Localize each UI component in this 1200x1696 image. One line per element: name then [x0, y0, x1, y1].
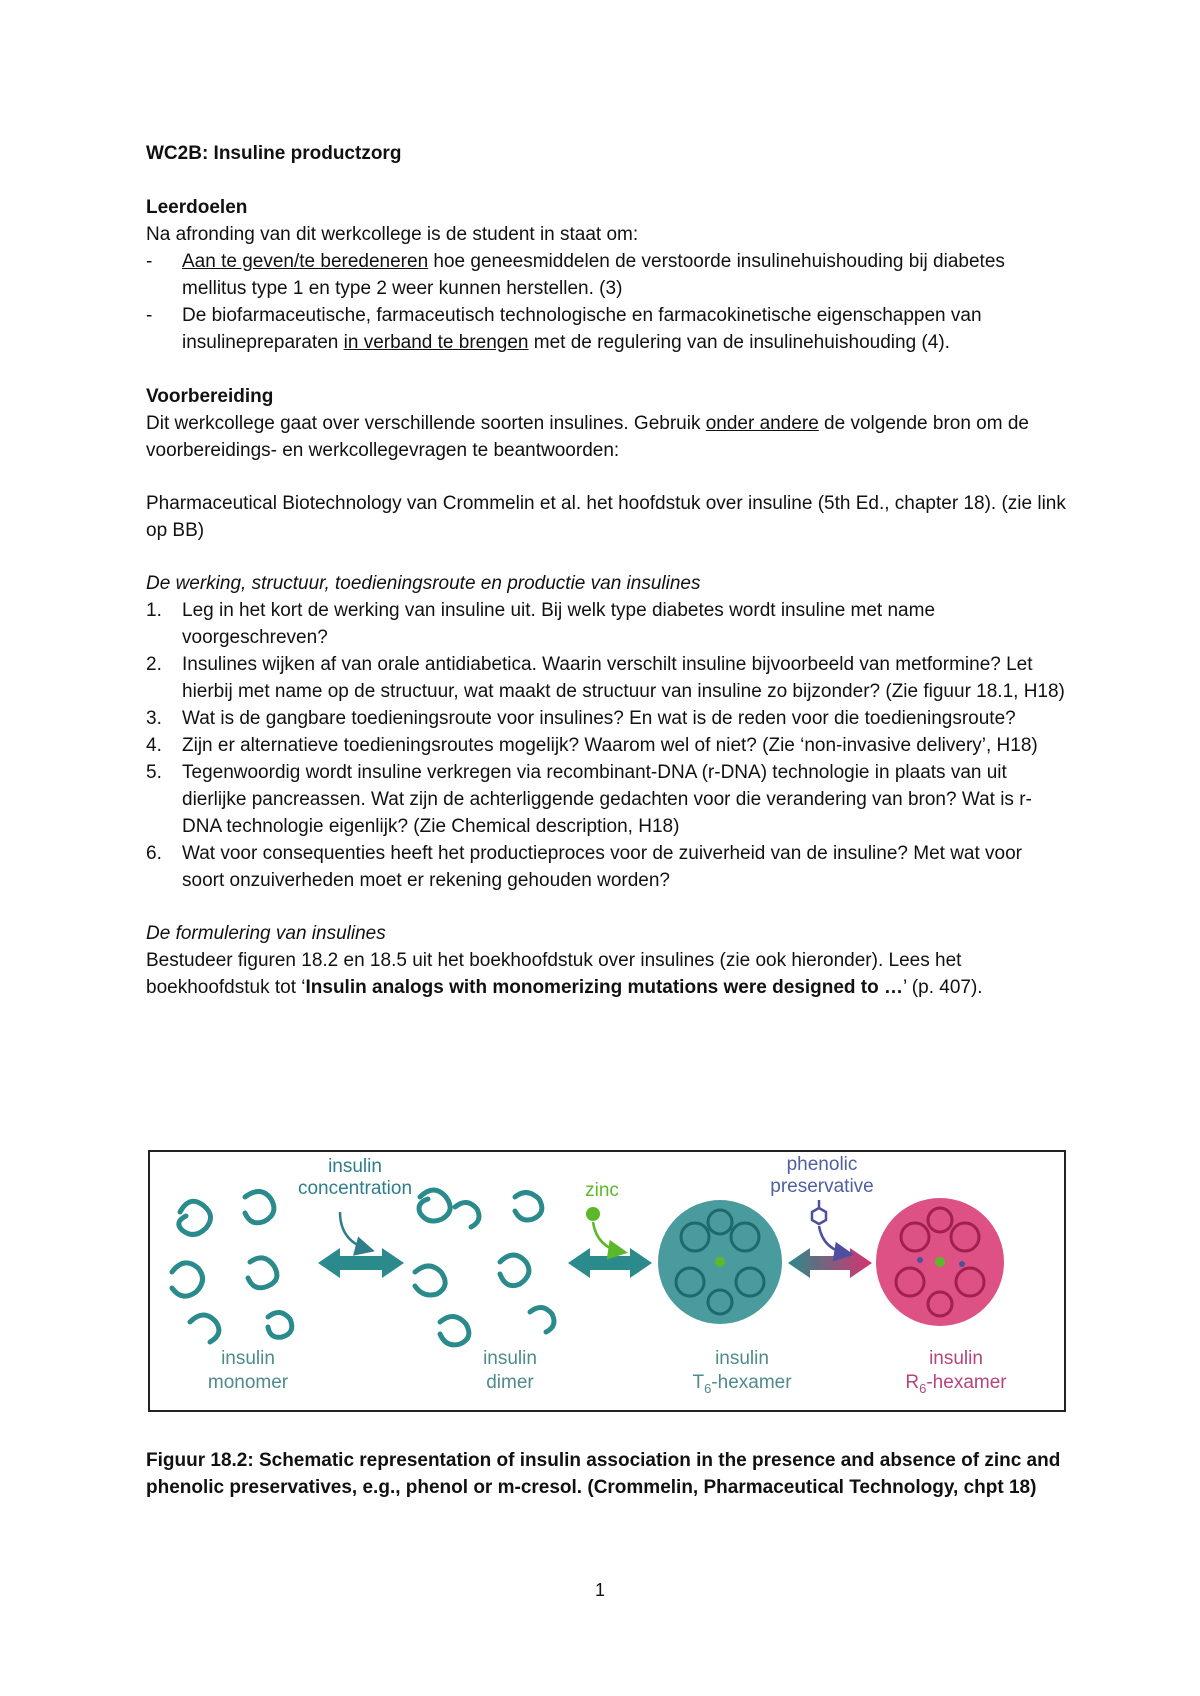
phenol-arrow — [819, 1226, 849, 1254]
label-dimer-1: insulin — [483, 1348, 537, 1369]
source-reference: Pharmaceutical Biotechnology van Crommelin et al. het hoofdstuk over insuline (5th Ed., chapter 18). (zie link op BB) — [146, 493, 1066, 541]
label-r6-2: $R_6$-hexamer — [905, 1372, 1007, 1396]
r6-hexamer — [876, 1198, 1004, 1326]
label-t6-1: insulin — [715, 1348, 769, 1369]
label-preservative: preservative — [770, 1176, 874, 1197]
concentration-arrow — [340, 1212, 370, 1250]
label-monomer-2: monomer — [207, 1372, 289, 1393]
formulering-text-after: ’ (p. 407). — [903, 977, 983, 998]
document-title: WC2B: Insuline productzorg — [146, 143, 402, 164]
question-text: Wat is de gangbare toedieningsroute voor insulines? En wat is de reden voor die toedieningsroute? — [182, 708, 1016, 729]
label-concentration: concentration — [297, 1178, 413, 1199]
leerdoel-1-text: hoe geneesmiddelen de verstoorde insulinehuishouding bij diabetes mellitus type 1 en type 2 weer kunnen herstellen. (3) — [182, 251, 1005, 299]
leerdoel-1-underlined: Aan te geven/te beredeneren — [182, 251, 429, 272]
figure-18-2 — [148, 1150, 1066, 1412]
voorbereiding-text-after: de volgende bron om de voorbereidings- en werkcollegevragen te beantwoorden: — [146, 413, 1029, 461]
formulering-text-before: Bestudeer figuren 18.2 en 18.5 uit het boekhoofdstuk over insulines (zie ook hieronder). Lees het boekhoofdstuk tot ‘ — [146, 950, 962, 998]
equilibrium-arrow-3 — [788, 1248, 872, 1278]
leerdoel-2-underlined: in verband te brengen — [343, 332, 529, 353]
formulering-text — [146, 947, 1066, 1001]
question-item — [146, 732, 1066, 759]
question-item — [146, 705, 1066, 732]
question-item — [146, 840, 1066, 894]
formulering-heading: De formulering van insulines — [146, 923, 386, 944]
leerdoelen-heading: Leerdoelen — [146, 197, 248, 218]
label-zinc: zinc — [585, 1180, 619, 1201]
question-item — [146, 597, 1066, 651]
question-text: Wat voor consequenties heeft het productieproces voor de zuiverheid van de insuline? Met wat voor soort onzuiverheden moet er rekening gehouden worden? — [182, 843, 1022, 891]
voorbereiding-heading: Voorbereiding — [146, 386, 274, 407]
dimer-cluster — [415, 1190, 554, 1345]
label-phenolic: phenolic — [786, 1154, 858, 1175]
formulering-quote: Insulin analogs with monomerizing mutations were designed to … — [305, 977, 903, 998]
question-list — [146, 597, 1066, 894]
leerdoel-2-after: met de regulering van de insulinehuishouding (4). — [528, 332, 950, 353]
label-dimer-2: dimer — [486, 1372, 534, 1393]
werking-heading: De werking, structuur, toedieningsroute en productie van insulines — [146, 573, 701, 594]
question-number: 3. — [146, 708, 162, 729]
label-monomer-1: insulin — [221, 1348, 275, 1369]
monomer-cluster — [172, 1191, 292, 1342]
question-number: 6. — [146, 843, 162, 864]
document-body — [146, 140, 1066, 1001]
page-number: 1 — [594, 1580, 605, 1600]
t6-hexamer — [658, 1200, 782, 1324]
leerdoel-item-1: - Aan te geven/te beredeneren hoe geneesmiddelen de verstoorde insulinehuishouding bij diabetes mellitus type 1 en type 2 weer kunnen herstellen. (3) — [146, 251, 1005, 299]
question-number: 5. — [146, 762, 162, 783]
voorbereiding-text — [146, 410, 1066, 464]
question-number: 4. — [146, 735, 162, 756]
question-item — [146, 759, 1066, 840]
question-item — [146, 651, 1066, 705]
label-r6-1: insulin — [929, 1348, 983, 1369]
equilibrium-arrow-1 — [318, 1248, 404, 1278]
zinc-ion-icon — [586, 1207, 600, 1221]
leerdoel-item-2: - De biofarmaceutische, farmaceutisch technologische en farmacokinetische eigenschappen van insulinepreparaten in verband te brengen met de regulering van de insulinehuishouding (4). — [146, 305, 982, 353]
voorbereiding-underlined: onder andere — [705, 413, 819, 434]
question-number: 1. — [146, 600, 162, 621]
leerdoelen-intro: Na afronding van dit werkcollege is de student in staat om: — [146, 224, 639, 245]
question-number: 2. — [146, 654, 162, 675]
question-text: Insulines wijken af van orale antidiabetica. Waarin verschilt insuline bijvoorbeeld van metformine? Let hierbij met name op de structuur, wat maakt de structuur van insuline zo bijzonder? (Zie figuur 18.1, H18) — [182, 654, 1065, 702]
label-t6-2: $T_6$-hexamer — [692, 1372, 792, 1396]
zinc-arrow — [593, 1222, 623, 1252]
leerdoel-2-before: De biofarmaceutische, farmaceutisch technologische en farmacokinetische eigenschappen van insulinepreparaten — [182, 305, 982, 353]
question-text: Zijn er alternatieve toedieningsroutes mogelijk? Waarom wel of niet? (Zie ‘non-invasive delivery’, H18) — [182, 735, 1038, 756]
phenol-icon — [812, 1200, 826, 1224]
figure-caption: Figuur 18.2: Schematic representation of insulin association in the presence and absence of zinc and phenolic preservatives, e.g., phenol or m-cresol. (Crommelin, Pharmaceutical Technology, chpt 18) — [146, 1450, 1061, 1498]
question-text: Leg in het kort de werking van insuline uit. Bij welk type diabetes wordt insuline met name voorgeschreven? — [182, 600, 936, 648]
insulin-association-diagram — [150, 1152, 1064, 1410]
equilibrium-arrow-2 — [568, 1248, 652, 1278]
voorbereiding-text-before: Dit werkcollege gaat over verschillende soorten insulines. Gebruik — [146, 413, 706, 434]
question-text: Tegenwoordig wordt insuline verkregen via recombinant-DNA (r-DNA) technologie in plaats van uit dierlijke pancreassen. Wat zijn de achterliggende gedachten voor die verandering van bron? Wat is r-DNA technologie eigenlijk? (Zie Chemical description, H18) — [182, 762, 1032, 837]
label-insulin: insulin — [328, 1156, 382, 1177]
